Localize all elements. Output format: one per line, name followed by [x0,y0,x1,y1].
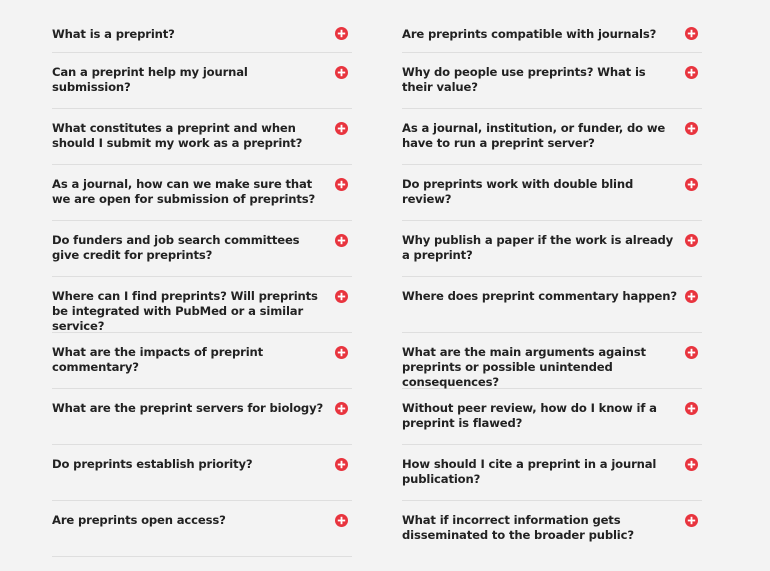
faq-item[interactable] [52,501,352,557]
faq-question-text: Do funders and job search committees give credit for preprints? [52,233,300,262]
faq-item[interactable] [52,389,352,445]
faq-item[interactable] [402,221,702,277]
plus-circle-icon[interactable] [685,234,698,247]
faq-question-text: How should I cite a preprint in a journal publication? [402,457,657,486]
faq-question-text: As a journal, how can we make sure that we are open for submission of preprints? [52,177,316,206]
plus-circle-icon[interactable] [685,27,698,40]
faq-item[interactable] [52,0,352,53]
faq-question-text: What are the impacts of preprint commentary? [52,345,264,374]
faq-question-text: Why do people use preprints? What is their value? [402,65,646,94]
plus-circle-icon[interactable] [335,234,348,247]
faq-item[interactable] [402,445,702,501]
faq-question-text: Are preprints compatible with journals? [402,27,657,41]
faq-item[interactable] [402,389,702,445]
plus-circle-icon[interactable] [335,66,348,79]
plus-circle-icon[interactable] [685,458,698,471]
faq-question-text: Without peer review, how do I know if a preprint is flawed? [402,401,657,430]
plus-circle-icon[interactable] [685,346,698,359]
plus-circle-icon[interactable] [335,402,348,415]
plus-circle-icon[interactable] [335,178,348,191]
faq-question-text: What are the preprint servers for biology? [52,401,324,415]
faq-item[interactable] [52,53,352,109]
faq-question-text: Are preprints open access? [52,513,226,527]
plus-circle-icon[interactable] [685,514,698,527]
plus-circle-icon[interactable] [685,122,698,135]
faq-column-left [52,0,352,557]
faq-question-text: Where does preprint commentary happen? [402,289,677,303]
faq-item[interactable] [402,109,702,165]
faq-question-text: What if incorrect information gets disseminated to the broader public? [402,513,634,542]
faq-item[interactable] [52,109,352,165]
plus-circle-icon[interactable] [335,346,348,359]
faq-question-text: What constitutes a preprint and when should I submit my work as a preprint? [52,121,303,150]
plus-circle-icon[interactable] [685,402,698,415]
faq-item[interactable] [402,333,702,389]
plus-circle-icon[interactable] [335,290,348,303]
faq-item[interactable] [52,277,352,333]
plus-circle-icon[interactable] [335,514,348,527]
plus-circle-icon[interactable] [685,66,698,79]
faq-item[interactable] [402,165,702,221]
faq-question-text: Where can I find preprints? Will preprints be integrated with PubMed or a similar service? [52,289,318,333]
faq-question-text: What are the main arguments against preprints or possible unintended consequences? [402,345,646,389]
plus-circle-icon[interactable] [335,122,348,135]
plus-circle-icon[interactable] [685,290,698,303]
faq-item[interactable] [402,277,702,333]
faq-item[interactable] [402,0,702,53]
plus-circle-icon[interactable] [685,178,698,191]
faq-item[interactable] [402,501,702,557]
faq-column-right [402,0,702,557]
faq-question-text: As a journal, institution, or funder, do we have to run a preprint server? [402,121,666,150]
faq-item[interactable] [402,53,702,109]
faq-question-text: Do preprints establish priority? [52,457,253,471]
faq-question-text: Do preprints work with double blind review? [402,177,634,206]
faq-question-text: What is a preprint? [52,27,175,41]
faq-question-text: Can a preprint help my journal submission? [52,65,248,94]
faq-question-text: Why publish a paper if the work is already a preprint? [402,233,674,262]
plus-circle-icon[interactable] [335,458,348,471]
faq-item[interactable] [52,445,352,501]
faq-item[interactable] [52,165,352,221]
plus-circle-icon[interactable] [335,27,348,40]
faq-item[interactable] [52,221,352,277]
faq-item[interactable] [52,333,352,389]
